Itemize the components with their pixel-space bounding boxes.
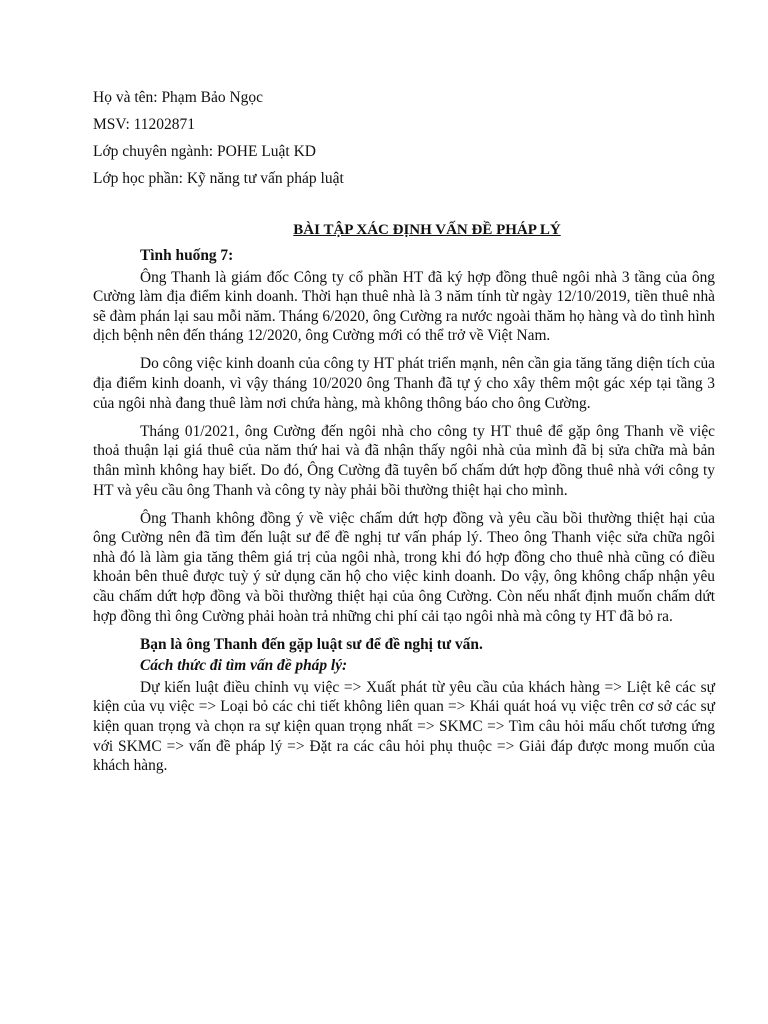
paragraph-1: Ông Thanh là giám đốc Công ty cổ phần HT đã ký hợp đồng thuê ngôi nhà 3 tầng của ông Cường làm địa điểm kinh doanh. Thời hạn thuê nhà là 3 năm tính từ ngày 12/10/2019, tiền thuê nhà sẽ đàm phán lại sau mỗi năm. Tháng 6/2020, ông Cường ra nước ngoài thăm họ hàng và do tình hình dịch bệnh nên đến tháng 12/2020, ông Cường mới có thể trở về Việt Nam.	[93, 268, 715, 345]
paragraph-2: Do công việc kinh doanh của công ty HT phát triển mạnh, nên cần gia tăng tăng diện tích của địa điểm kinh doanh, vì vậy tháng 10/2020 ông Thanh đã tự ý cho xây thêm một gác xép tại tầng 3 của ngôi nhà đang thuê làm nơi chứa hàng, mà không thông báo cho ông Cường.	[93, 355, 715, 412]
student-id: MSV: 11202871	[93, 116, 196, 133]
student-name: Họ và tên: Phạm Bảo Ngọc	[93, 89, 264, 106]
method-text: Dự kiến luật điều chỉnh vụ việc => Xuất phát từ yêu cầu của khách hàng => Liệt kê các sự kiện của vụ việc => Loại bỏ các chi tiết không liên quan => Khái quát hoá vụ việc trên cơ sở các sự kiện quan trọng và chọn ra sự kiện quan trọng nhất => SKMC => Tìm câu hỏi mấu chốt tương ứng với SKMC => vấn đề pháp lý => Đặt ra các câu hỏi phụ thuộc => Giải đáp được mong muốn của khách hàng.	[93, 678, 715, 775]
major-class: Lớp chuyên ngành: POHE Luật KD	[93, 143, 317, 160]
document-body	[93, 246, 715, 784]
course-class: Lớp học phần: Kỹ năng tư vấn pháp luật	[93, 170, 344, 187]
situation-heading: Tình huống 7:	[140, 247, 234, 264]
role-statement: Bạn là ông Thanh đến gặp luật sư để đề nghị tư vấn.	[140, 635, 483, 653]
document-title: BÀI TẬP XÁC ĐỊNH VẤN ĐỀ PHÁP LÝ	[293, 222, 561, 238]
paragraph-4: Ông Thanh không đồng ý về việc chấm dứt hợp đồng và yêu cầu bồi thường thiệt hại của ông Cường nên đã tìm đến luật sư để đề nghị tư vấn pháp lý. Theo ông Thanh việc sửa chữa ngôi nhà đó là làm gia tăng thêm giá trị của ngôi nhà, trong khi đó hợp đồng cho thuê nhà cũng có điều khoản bên thuê được tuỳ ý sử dụng căn hộ cho việc kinh doanh. Do vậy, ông không chấp nhận yêu cầu chấm dứt hợp đồng và bồi thường thiệt hại của ông Cường. Còn nếu nhất định muốn chấm dứt hợp đồng thì ông Cường phải hoàn trả những chi phí cải tạo ngôi nhà mà công ty HT đã bỏ ra.	[93, 509, 715, 625]
paragraph-3: Tháng 01/2021, ông Cường đến ngôi nhà cho công ty HT thuê để gặp ông Thanh về việc thoả thuận lại giá thuê của năm thứ hai và đã nhận thấy ngôi nhà của mình đã bị sửa chữa mà bản thân mình không hay biết. Do đó, Ông Cường đã tuyên bố chấm dứt hợp đồng thuê nhà với công ty HT và yêu cầu ông Thanh và công ty này phải bồi thường thiệt hại cho mình.	[93, 422, 715, 499]
method-heading: Cách thức đi tìm vấn đề pháp lý:	[140, 657, 348, 675]
